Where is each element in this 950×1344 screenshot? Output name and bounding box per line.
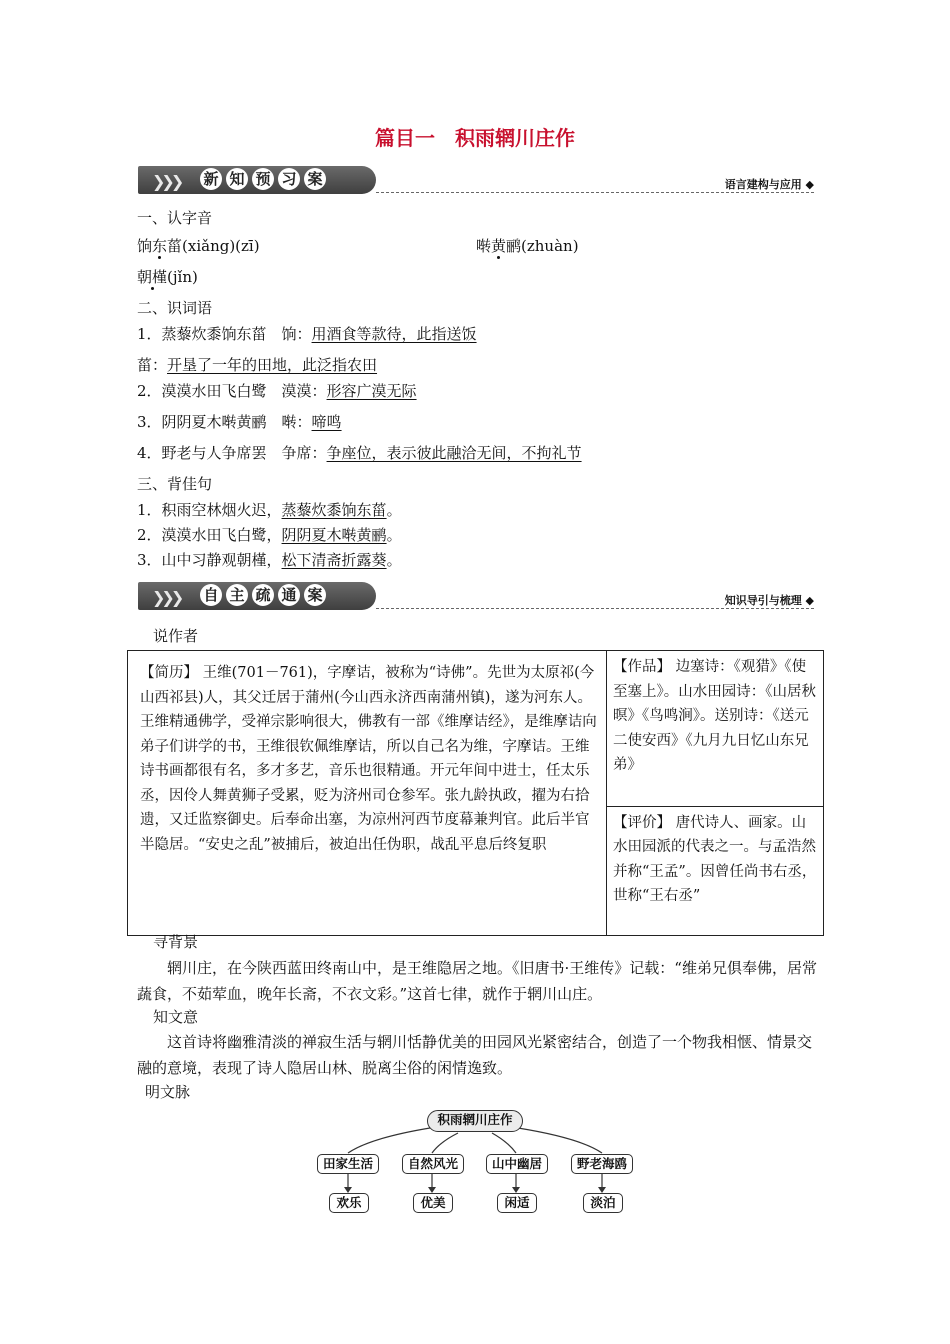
dotted-char: 啭黄鹂 — [476, 237, 522, 255]
author-works: 【作品】 边塞诗：《观猎》《使至塞上》。山水田园诗：《山居秋暝》《鸟鸣涧》。送别诗：《送元二使安西》《九月九日忆山东兄弟》 — [607, 651, 824, 807]
diagram-leaf-node: 闲适 — [497, 1193, 537, 1213]
diagram-leaf-node: 优美 — [413, 1193, 453, 1213]
vocab-answer: 用酒食等款待，此指送饭 — [311, 325, 477, 343]
banner-char: 知 — [226, 168, 248, 190]
pinyin: (jǐn) — [167, 268, 198, 286]
pinyin: (xiǎng)(zī) — [182, 237, 260, 255]
verse-lead: 1．积雨空林烟火迟， — [137, 501, 282, 519]
diagram-root-node: 积雨辋川庄作 — [427, 1110, 523, 1132]
subsection-heading: 知文意 — [153, 1008, 199, 1026]
vocab-term: 4．野老与人争席罢 争席： — [137, 444, 327, 462]
vocab-term: 菑： — [137, 356, 168, 374]
vocab-answer: 啼鸣 — [311, 413, 342, 431]
banner-char: 主 — [226, 584, 248, 606]
verse-lead: 2．漠漠水田飞白鹭， — [137, 526, 282, 544]
author-evaluation: 【评价】 唐代诗人、画家。山水田园派的代表之一。与孟浩然并称“王孟”。因曾任尚书右丞，世称“王右丞” — [607, 806, 824, 935]
vocab-term: 2．漠漠水田飞白鹭 漠漠： — [137, 382, 327, 400]
verse-end: 。 — [386, 501, 402, 519]
banner-subtitle: 语言建构与应用 ◆ — [724, 178, 814, 191]
section-heading: 三、背佳句 — [137, 475, 213, 493]
diagram-leaf-node: 淡泊 — [583, 1193, 623, 1213]
banner-char: 习 — [278, 168, 300, 190]
subsection-heading: 明文脉 — [145, 1083, 191, 1101]
vocab-term: 1．蒸藜炊黍饷东菑 饷： — [137, 325, 312, 343]
diagram-branch-node: 山中幽居 — [486, 1154, 548, 1174]
verse-answer: 松下清斋折露葵 — [281, 551, 387, 569]
dotted-char: 朝槿 — [137, 268, 168, 286]
vocab-answer: 争座位，表示彼此融洽无间，不拘礼节 — [326, 444, 582, 462]
section-heading: 一、认字音 — [137, 209, 213, 227]
chevron-right-icon: ❯❯❯ — [152, 172, 181, 191]
verse-end: 。 — [386, 526, 402, 544]
verse-answer: 蒸藜炊黍饷东菑 — [281, 501, 387, 519]
page-title: 篇目一 积雨辋川庄作 — [375, 126, 575, 150]
author-bio: 【简历】 王维(701－761)，字摩诘，被称为“诗佛”。先世为太原祁(今山西祁县)人，其父迁居于蒲州(今山西永济西南蒲州镇)，遂为河东人。王维精通佛学，受禅宗影响很大，佛教有一部《维摩诘经》，是维摩诘向弟子们讲学的书，王维很钦佩维摩诘，所以自己名为维，字摩诘。王维诗书画都很有名，多才多艺，音乐也很精通。开元年间中进士，任太乐丞，因伶人舞黄狮子受累，贬为济州司仓参军。张九龄执政，擢为右拾遗，又迁监察御史。后奉命出塞，为凉州河西节度幕兼判官。此后半官半隐居。“安史之乱”被捕后，被迫出任伪职，战乱平息后终复职 — [128, 651, 607, 936]
diagram-branch-node: 自然风光 — [402, 1154, 464, 1174]
banner-char: 疏 — [252, 584, 274, 606]
meaning-text: 这首诗将幽雅清淡的禅寂生活与辋川恬静优美的田园风光紧密结合，创造了一个物我相惬、情景交融的意境，表现了诗人隐居山林、脱离尘俗的闲情逸致。 — [137, 1033, 813, 1077]
section-heading: 二、识词语 — [137, 299, 213, 317]
vocab-term: 3．阴阴夏木啭黄鹂 啭： — [137, 413, 312, 431]
diagram-branch-node: 野老海鸥 — [571, 1154, 633, 1174]
vocab-answer: 形容广漠无际 — [326, 382, 417, 400]
verse-lead: 3．山中习静观朝槿， — [137, 551, 282, 569]
vocab-answer: 开垦了一年的田地，此泛指农田 — [167, 356, 378, 374]
banner-char: 预 — [252, 168, 274, 190]
verse-answer: 阴阴夏木啭黄鹂 — [281, 526, 387, 544]
banner-char: 自 — [200, 584, 222, 606]
subsection-heading: 说作者 — [153, 627, 199, 645]
pinyin: (zhuàn) — [521, 237, 579, 255]
diagram-branch-node: 田家生活 — [317, 1154, 379, 1174]
chevron-right-icon: ❯❯❯ — [152, 588, 181, 607]
subsection-heading: 寻背景 — [153, 933, 199, 951]
banner-subtitle: 知识导引与梳理 ◆ — [724, 594, 814, 607]
diagram-leaf-node: 欢乐 — [329, 1193, 369, 1213]
banner-char: 新 — [200, 168, 222, 190]
verse-end: 。 — [386, 551, 402, 569]
background-text: 辋川庄，在今陕西蓝田终南山中，是王维隐居之地。《旧唐书·王维传》记载：“维弟兄俱奉佛，居常蔬食，不茹荤血，晚年长斋，不衣文彩。”这首七律，就作于辋川山庄。 — [137, 959, 817, 1003]
banner-char: 案 — [304, 168, 326, 190]
dotted-char: 饷东菑 — [137, 237, 183, 255]
banner-char: 案 — [304, 584, 326, 606]
banner-char: 通 — [278, 584, 300, 606]
